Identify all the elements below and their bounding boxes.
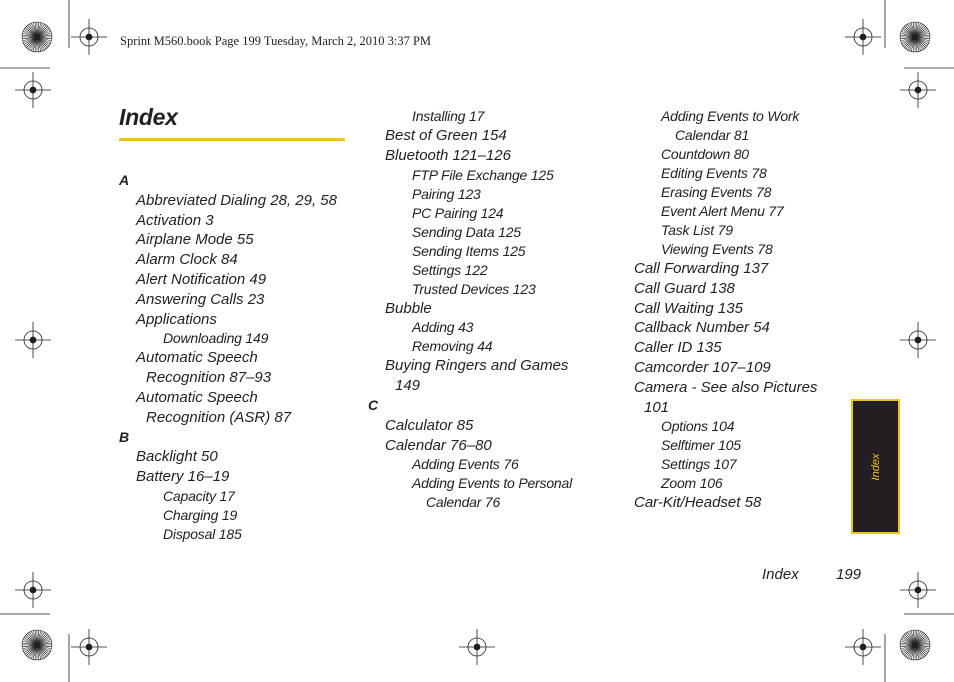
section-side-tab: [851, 399, 900, 534]
index-subentry: Installing 17: [412, 108, 485, 124]
index-entry: Airplane Mode 55: [136, 231, 254, 249]
index-entry: Alarm Clock 84: [136, 251, 238, 269]
index-entry: Call Guard 138: [634, 279, 735, 297]
index-subentry: Editing Events 78: [661, 165, 767, 181]
index-subentry: Charging 19: [163, 507, 238, 523]
index-letter-heading: C: [368, 397, 379, 413]
title-underline: [119, 138, 345, 141]
index-entry: Calendar 76–80: [385, 436, 492, 454]
index-subentry: Pairing 123: [412, 185, 481, 202]
index-subentry: Event Alert Menu 77: [661, 203, 784, 219]
index-entry: Bluetooth 121–126: [385, 146, 511, 164]
index-subentry: Downloading 149: [163, 330, 269, 347]
index-subentry: Adding Events to Work: [661, 108, 800, 124]
index-entry: Battery 16–19: [136, 468, 230, 486]
index-subentry: Sending Data 125: [412, 223, 521, 240]
page-title: Index: [119, 104, 178, 130]
index-subentry: Task List 79: [661, 222, 733, 238]
index-subentry: FTP File Exchange 125: [412, 166, 554, 183]
index-entry: Automatic Speech: [136, 389, 258, 406]
index-entry: Call Waiting 135: [634, 299, 743, 317]
index-subentry: Adding Events 76: [412, 456, 519, 473]
side-tab-label: Index: [869, 453, 882, 480]
index-entry: Callback Number 54: [634, 319, 770, 337]
index-subentry: Trusted Devices 123: [412, 280, 536, 297]
footer-section-name: Index: [762, 566, 799, 583]
index-subentry: Zoom 106: [661, 475, 723, 492]
index-subentry: Sending Items 125: [412, 242, 526, 259]
index-entry: Call Forwarding 137: [634, 260, 769, 277]
index-entry-continued: Recognition 87–93: [146, 369, 272, 387]
index-subentry: Options 104: [661, 418, 735, 435]
index-subentry-continued: Calendar 81: [675, 127, 750, 143]
index-entry: Car-Kit/Headset 58: [634, 494, 762, 512]
index-entry: Abbreviated Dialing 28, 29, 58: [136, 191, 337, 209]
index-subentry: PC Pairing 124: [412, 204, 504, 221]
index-entry-continued: Recognition (ASR) 87: [146, 408, 292, 426]
index-entry: Answering Calls 23: [136, 290, 265, 308]
index-subentry: Adding 43: [412, 319, 474, 336]
index-letter-heading: B: [119, 428, 130, 445]
index-entry: Calculator 85: [385, 416, 474, 434]
index-entry: Caller ID 135: [634, 339, 722, 357]
index-subentry: Selftimer 105: [661, 437, 741, 454]
index-entry: Buying Ringers and Games: [385, 357, 569, 375]
index-entry: Automatic Speech: [136, 349, 258, 367]
index-entry-continued: 101: [644, 398, 670, 416]
index-subentry: Removing 44: [412, 338, 493, 355]
index-entry: Bubble: [385, 299, 432, 317]
index-subentry: Countdown 80: [661, 146, 749, 162]
index-subentry: Disposal 185: [163, 526, 242, 542]
index-entry: Applications: [136, 310, 217, 328]
index-entry: Activation 3: [136, 211, 214, 229]
index-subentry: Erasing Events 78: [661, 184, 772, 200]
index-subentry: Settings 122: [412, 261, 488, 278]
index-subentry-continued: Calendar 76: [426, 494, 501, 511]
footer-page-number: 199: [836, 566, 862, 583]
index-subentry: Viewing Events 78: [661, 241, 773, 257]
index-entry: Best of Green 154: [385, 127, 507, 144]
index-letter-heading: A: [119, 172, 130, 188]
index-entry: Camera - See also Pictures: [634, 378, 818, 396]
index-subentry: Adding Events to Personal: [412, 475, 572, 492]
index-entry: Alert Notification 49: [136, 271, 267, 288]
page-header-slug: Sprint M560.book Page 199 Tuesday, March 2, 2010 3:37 PM: [120, 34, 432, 48]
index-entry: Camcorder 107–109: [634, 359, 771, 376]
index-entry: Backlight 50: [136, 448, 218, 466]
index-entry-continued: 149: [395, 377, 421, 395]
index-subentry: Capacity 17: [163, 488, 235, 504]
index-subentry: Settings 107: [661, 456, 737, 473]
